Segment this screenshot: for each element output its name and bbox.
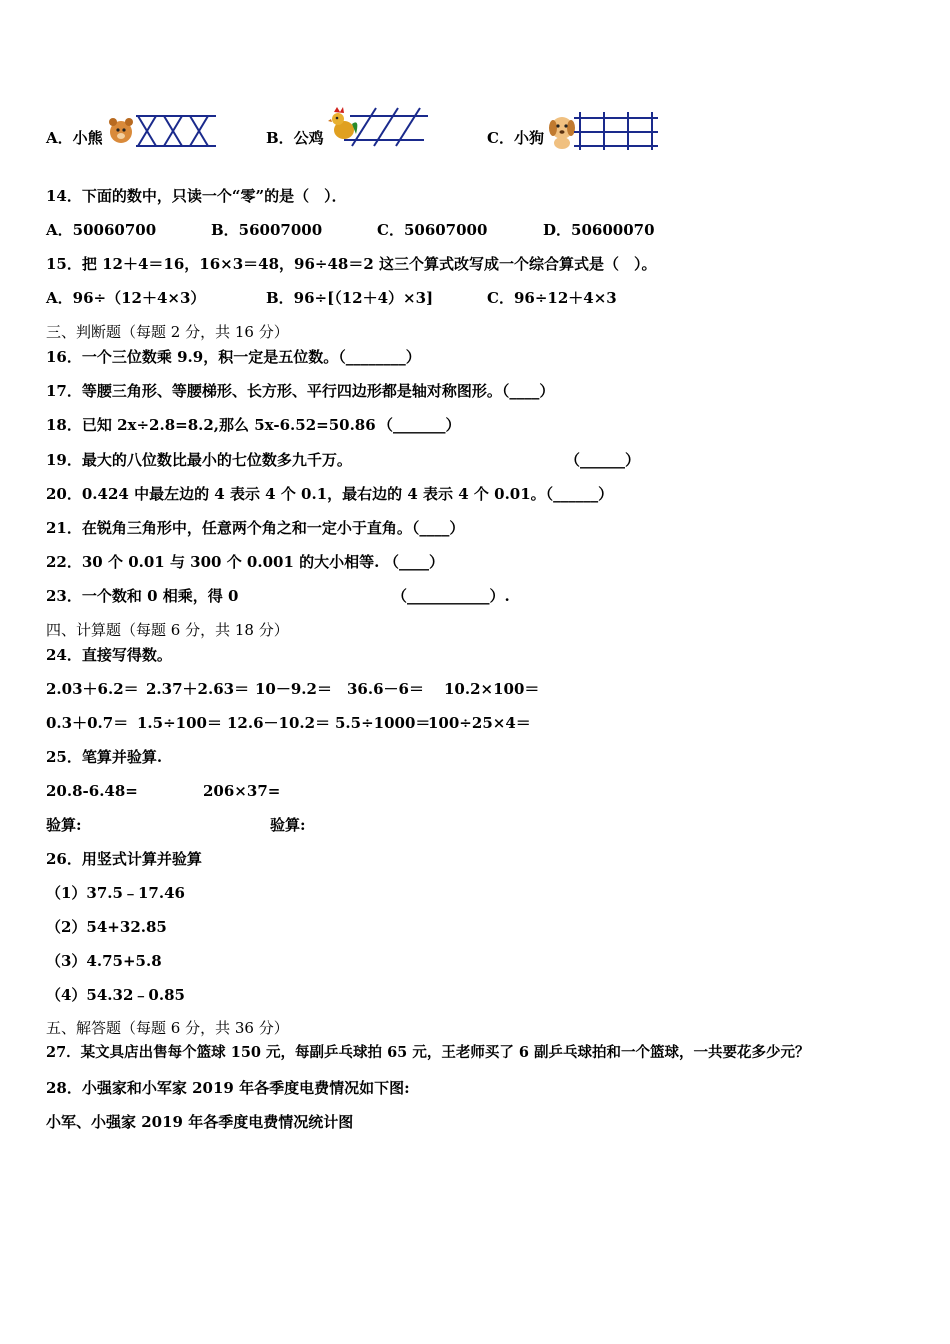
chart-title: 小军、小强家 2019 年各季度电费情况统计图 [46, 1113, 354, 1131]
question-16: 16．一个三位数乘 9.9，积一定是五位数。（________） [46, 348, 421, 366]
question-23: 23．一个数和 0 相乘，得 0 [46, 587, 239, 605]
q14-option-c: C．50607000 [377, 221, 488, 239]
q15-option-b: B．96÷[（12＋4）×3] [266, 289, 434, 307]
question-19: 19．最大的八位数比最小的七位数多九千万。 [46, 451, 352, 469]
q24-expr: 10－9.2＝ [255, 680, 332, 698]
q26-item: （1）37.5﹣17.46 [46, 884, 185, 902]
q14-option-a: A．50060700 [46, 221, 157, 239]
q25-expr-1: 20.8-6.48= [46, 782, 138, 800]
q15-option-a: A．96÷（12＋4×3） [46, 289, 206, 307]
q24-expr: 2.03＋6.2＝ [46, 680, 139, 698]
question-21: 21．在锐角三角形中，任意两个角之和一定小于直角。（____） [46, 519, 465, 537]
option-b-rooster: B．公鸡 [266, 129, 324, 147]
question-20: 20．0.424 中最左边的 4 表示 4 个 0.1，最右边的 4 表示 4 个 0.01。（______） [46, 485, 614, 503]
question-18-blank: （_______） [378, 416, 461, 434]
question-26-stem: 26．用竖式计算并验算 [46, 850, 202, 868]
q24-expr: 36.6－6＝ [347, 680, 424, 698]
q24-expr: 2.37＋2.63＝ [146, 680, 250, 698]
q25-expr-2: 206×37= [203, 782, 281, 800]
question-25-stem: 25．笔算并验算. [46, 748, 163, 766]
q26-item: （4）54.32﹣0.85 [46, 986, 185, 1004]
question-19-blank: （______） [565, 451, 641, 469]
question-27: 27．某文具店出售每个篮球 150 元，每副乒乓球拍 65 元，王老师买了 6 副乒乓球拍和一个篮球，一共要花多少元？ [46, 1044, 810, 1061]
q24-expr: 12.6－10.2＝ [227, 714, 331, 732]
q14-option-b: B．56007000 [211, 221, 323, 239]
question-22-blank: （____） [384, 553, 445, 571]
rooster-icon [328, 104, 432, 150]
question-17: 17．等腰三角形、等腰梯形、长方形、平行四边形都是轴对称图形。（____） [46, 382, 555, 400]
q24-expr: 5.5÷1000＝ [335, 714, 431, 732]
section-4-heading: 四、计算题（每题 6 分，共 18 分） [46, 621, 289, 639]
q25-check-2: 验算: [270, 816, 306, 834]
section-3-heading: 三、判断题（每题 2 分，共 16 分） [46, 323, 289, 341]
question-24-stem: 24．直接写得数。 [46, 646, 172, 664]
question-23-blank: （___________）. [392, 587, 510, 605]
question-18: 18．已知 2x÷2.8=8.2,那么 5x-6.52=50.86 [46, 416, 376, 434]
question-28: 28．小强家和小军家 2019 年各季度电费情况如下图: [46, 1079, 410, 1097]
section-5-heading: 五、解答题（每题 6 分，共 36 分） [46, 1019, 289, 1037]
q14-option-d: D．50600070 [543, 221, 655, 239]
bear-icon [106, 112, 218, 152]
dog-icon [548, 110, 660, 152]
q25-check-1: 验算: [46, 816, 82, 834]
q26-item: （3）4.75+5.8 [46, 952, 162, 970]
option-c-dog: C．小狗 [487, 129, 544, 147]
q24-expr: 1.5÷100＝ [137, 714, 222, 732]
question-15-stem: 15．把 12＋4＝16，16×3＝48，96÷48＝2 这三个算式改写成一个综合算式是（ ）。 [46, 255, 657, 273]
q24-expr: 10.2×100＝ [444, 680, 540, 698]
q24-expr: 100÷25×4＝ [428, 714, 531, 732]
option-a-bear: A．小熊 [46, 129, 103, 147]
q26-item: （2）54+32.85 [46, 918, 167, 936]
q15-option-c: C．96÷12＋4×3 [487, 289, 617, 307]
q24-expr: 0.3＋0.7＝ [46, 714, 129, 732]
question-22: 22．30 个 0.01 与 300 个 0.001 的大小相等. [46, 553, 380, 571]
question-14-stem: 14．下面的数中，只读一个“零”的是（ ）． [46, 187, 347, 205]
